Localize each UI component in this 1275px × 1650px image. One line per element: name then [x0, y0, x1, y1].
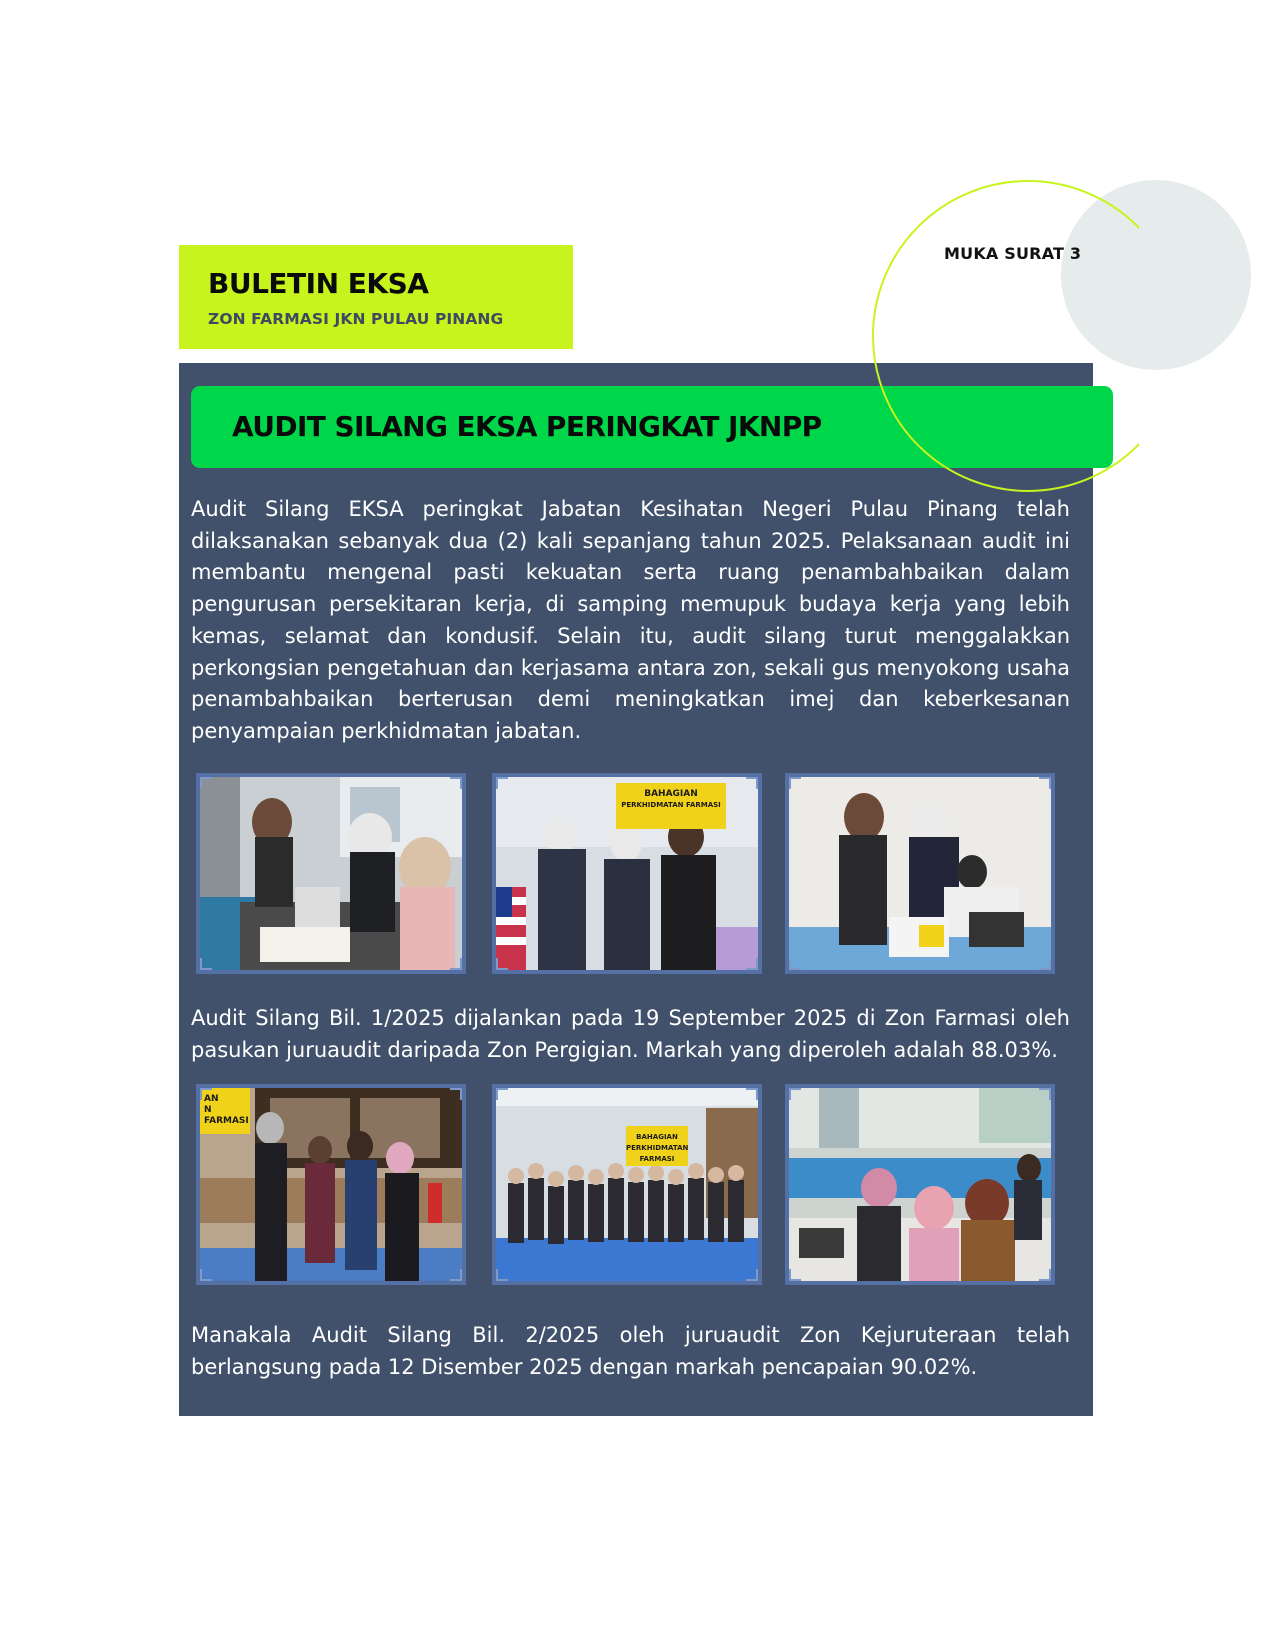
photo-image — [789, 1088, 1051, 1281]
photo-signboard — [616, 783, 726, 829]
audit2-paragraph: Manakala Audit Silang Bil. 2/2025 oleh juruaudit Zon Kejuruteraan telah berlangsung pada 12 Disember 2025 dengan markah pencapaian 90.02%. — [191, 1323, 1070, 1379]
photo-frame-corner — [1039, 958, 1052, 971]
photo-signboard — [626, 1126, 688, 1166]
photo-frame-corner — [199, 1087, 212, 1100]
photo-audit1-inspection — [196, 773, 466, 974]
decorative-circle-fill — [1061, 180, 1251, 370]
photo-frame-corner — [746, 776, 759, 789]
photo-frame-corner — [746, 1269, 759, 1282]
photo-frame-corner — [495, 958, 508, 971]
photo-audit1-group — [492, 773, 762, 974]
photo-audit1-desk — [785, 773, 1055, 974]
photo-frame-corner — [199, 776, 212, 789]
intro-paragraph: Audit Silang EKSA peringkat Jabatan Kesihatan Negeri Pulau Pinang telah dilaksanakan sebanyak dua (2) kali sepanjang tahun 2025. Pelaksanaan audit ini membantu mengenal pasti kekuatan serta ruang penambahbaikan dalam pengurusan persekitaran kerja, di samping memupuk budaya kerja yang lebih kemas, selamat dan kondusif. Selain itu, audit silang turut menggalakkan perkongsian pengetahuan dan kerjasama antara zon, sekali gus menyokong usaha penambahbaikan berterusan demi meningkatkan imej dan keberkesanan penyampaian perkhidmatan jabatan. — [191, 497, 1070, 743]
photo-frame-corner — [450, 1269, 463, 1282]
photo-frame-corner — [746, 958, 759, 971]
signboard-text: BAHAGIAN — [636, 1133, 678, 1141]
photo-frame-corner — [788, 776, 801, 789]
bulletin-subtitle: ZON FARMASI JKN PULAU PINANG — [208, 310, 504, 328]
photo-audit2-group — [492, 1084, 762, 1285]
photo-frame-corner — [495, 1269, 508, 1282]
article-heading: AUDIT SILANG EKSA PERINGKAT JKNPP — [232, 410, 822, 443]
photo-frame-corner — [199, 958, 212, 971]
photo-frame-corner — [788, 1087, 801, 1100]
signboard-text: PERKHIDMATAN FARMASI — [626, 1144, 689, 1163]
photo-frame-corner — [199, 1269, 212, 1282]
photo-frame-corner — [450, 776, 463, 789]
article-heading-banner — [191, 386, 1113, 468]
photo-frame-corner — [788, 1269, 801, 1282]
photo-frame-corner — [1039, 1087, 1052, 1100]
bulletin-title: BULETIN EKSA — [208, 267, 429, 300]
signboard-text: BAHAGIAN — [644, 789, 698, 799]
signboard-text: AN — [204, 1094, 219, 1104]
photo-image — [496, 1088, 758, 1281]
photo-audit2-office — [785, 1084, 1055, 1285]
bulletin-header — [179, 245, 573, 349]
photo-frame-corner — [1039, 776, 1052, 789]
photo-image — [200, 777, 462, 970]
photo-frame-corner — [450, 958, 463, 971]
signboard-text: N FARMASI — [204, 1105, 249, 1126]
photo-image — [789, 777, 1051, 970]
photo-frame-corner — [495, 1087, 508, 1100]
audit1-paragraph: Audit Silang Bil. 1/2025 dijalankan pada 19 September 2025 di Zon Farmasi oleh pasukan juruaudit daripada Zon Pergigian. Markah yang diperoleh adalah 88.03%. — [191, 1006, 1070, 1062]
page-number: MUKA SURAT 3 — [944, 244, 1082, 263]
signboard-text: PERKHIDMATAN FARMASI — [621, 801, 721, 809]
photo-frame-corner — [495, 776, 508, 789]
photo-audit2-counter — [196, 1084, 466, 1285]
photo-frame-corner — [746, 1087, 759, 1100]
photo-frame-corner — [1039, 1269, 1052, 1282]
photo-frame-corner — [788, 958, 801, 971]
photo-frame-corner — [450, 1087, 463, 1100]
